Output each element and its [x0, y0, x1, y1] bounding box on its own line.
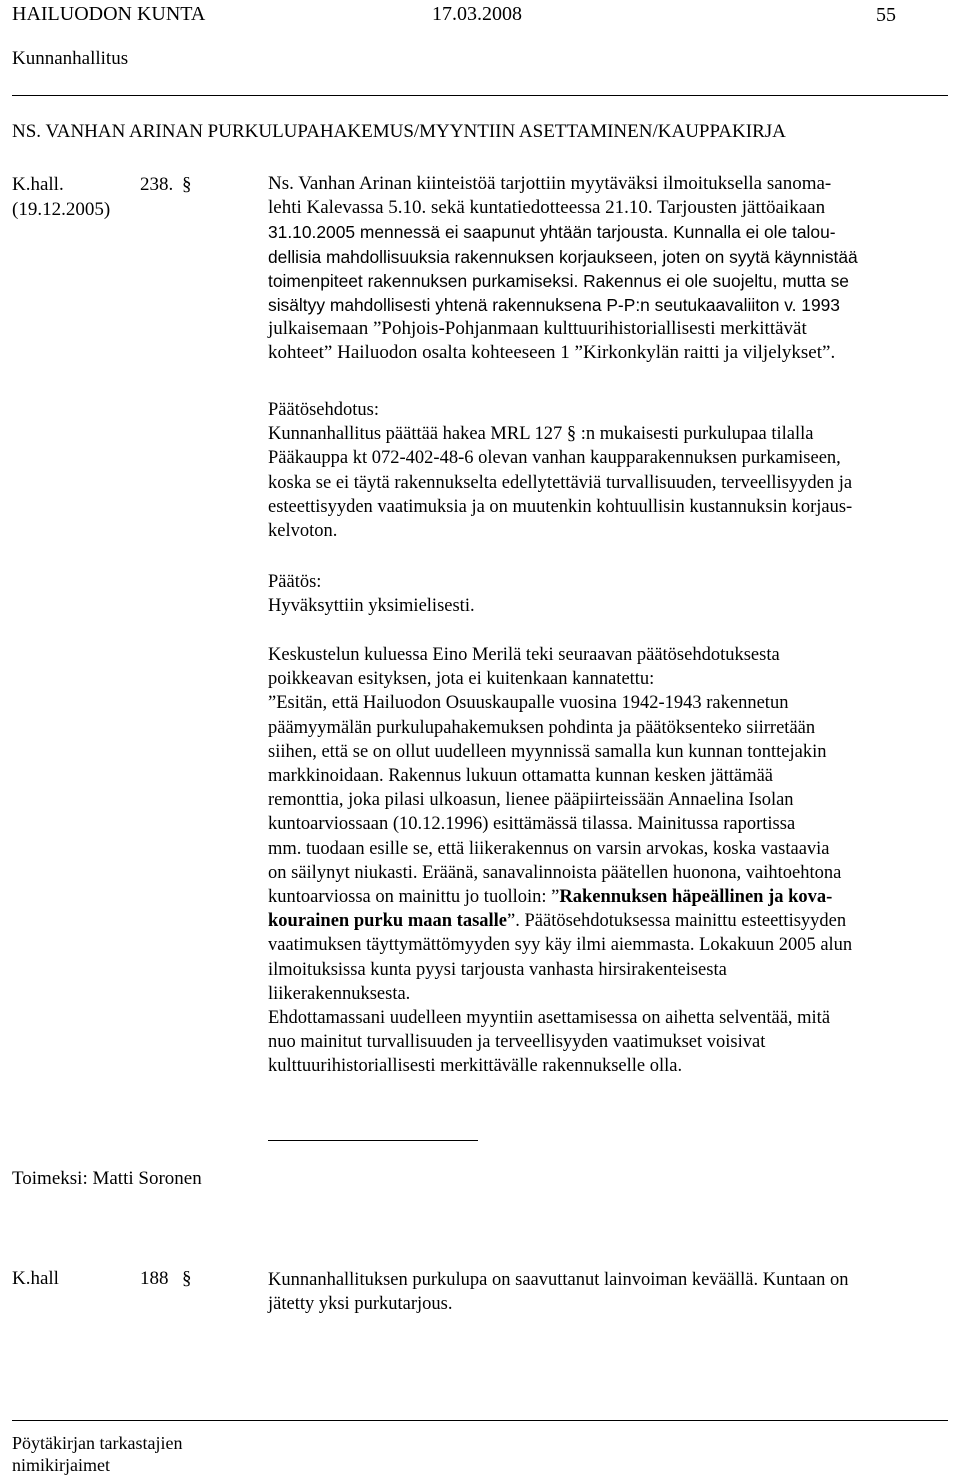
discussion-line: remonttia, joka pilasi ulkoasun, lienee pääpiirteissään Annaelina Isolan	[268, 790, 794, 811]
proposal-label: Päätösehdotus:	[268, 400, 379, 420]
discussion-plain-text: ”. Päätösehdotuksessa mainittu esteettisyyden	[507, 911, 847, 932]
discussion-line: kulttuurihistoriallisesti merkittävälle rakennukselle olla.	[268, 1056, 683, 1077]
discussion-line: liikerakennuksesta.	[268, 983, 411, 1004]
discussion-line: Keskustelun kuluessa Eino Merilä teki seuraavan päätösehdotuksesta	[268, 645, 780, 665]
intro-paragraph	[268, 172, 858, 366]
section-separator	[268, 1140, 478, 1141]
ref-label: K.hall.	[12, 174, 64, 195]
discussion-line: siihen, että se on ollut uudelleen myynnissä samalla kun kunnan tonttejakin	[268, 741, 827, 762]
quoted-bold-text: Rakennuksen häpeällinen ja kova-	[559, 887, 833, 908]
discussion-line: ilmoituksissa kunta pyysi tarjousta vanhasta hirsirakenteisesta	[268, 959, 727, 980]
followup-ref-section-symbol: §	[182, 1268, 192, 1289]
discussion-line: poikkeavan esityksen, jota ei kuitenkaan kannatettu:	[268, 669, 655, 690]
footer-label-line: nimikirjaimet	[12, 1455, 110, 1475]
quoted-bold-text: kourainen purku maan tasalle	[268, 911, 508, 932]
intro-line: lehti Kalevassa 5.10. sekä kuntatiedotteessa 21.10. Tarjousten jättöaikaan	[268, 197, 826, 219]
ref-section-symbol: §	[182, 174, 192, 195]
discussion-line: ”Esitän, että Hailuodon Osuuskaupalle vuosina 1942-1943 rakennetun	[268, 693, 789, 714]
decision-label: Päätös:	[268, 572, 322, 592]
body-name: Kunnanhallitus	[12, 48, 129, 69]
discussion-line: mm. tuodaan esille se, että liikerakennus on varsin arvokas, koska vastaavia	[268, 838, 830, 859]
intro-line: kohteet” Hailuodon osalta kohteeseen 1 ”Kirkonkylän raitti ja viljelykset”.	[268, 342, 836, 364]
header-divider	[12, 95, 948, 96]
ref-date: (19.12.2005)	[12, 199, 111, 220]
proposal-line: Pääkauppa kt 072-402-48-6 olevan vanhan kaupparakennuksen purkamiseen,	[268, 448, 841, 469]
intro-line: toimenpiteet rakennuksen purkamiseksi. Rakennus ei ole suojeltu, mutta se	[268, 270, 849, 291]
intro-line: 31.10.2005 mennessä ei saapunut yhtään tarjousta. Kunnalla ei ole talou-	[268, 222, 836, 243]
ref-number: 238.	[140, 174, 174, 195]
discussion-line: on säilynyt niukasti. Eräänä, sanavalinnoista päätellen huonona, vaihtoehtona	[268, 862, 842, 883]
followup-ref-label: K.hall	[12, 1268, 59, 1289]
footer-label-line: Pöytäkirjan tarkastajien	[12, 1433, 183, 1453]
item-title: NS. VANHAN ARINAN PURKULUPAHAKEMUS/MYYNTIIN ASETTAMINEN/KAUPPAKIRJA	[12, 121, 786, 142]
decision-text: Hyväksyttiin yksimielisesti.	[268, 596, 475, 617]
footer-divider	[12, 1420, 948, 1421]
followup-ref-number: 188	[140, 1268, 169, 1289]
executor: Toimeksi: Matti Soronen	[12, 1168, 202, 1189]
discussion-line-bold-part	[268, 885, 852, 909]
decision-section	[268, 570, 475, 618]
intro-line: julkaisemaan ”Pohjois-Pohjanmaan kulttuurihistoriallisesti merkittävät	[268, 318, 807, 340]
intro-line: Ns. Vanhan Arinan kiinteistöä tarjottiin myytäväksi ilmoituksella sanoma-	[268, 173, 832, 194]
proposal-line: koska se ei täytä rakennukselta edellytettäviä turvallisuuden, terveellisyyden ja	[268, 472, 853, 493]
intro-line: sisältyy mahdollisesti yhtenä rakennuksena P-P:n seutukaavaliiton v. 1993	[268, 295, 840, 316]
page-number: 55	[876, 4, 896, 26]
intro-line: dellisia mahdollisuuksia rakennuksen korjaukseen, joten on syytä käynnistää	[268, 246, 858, 267]
discussion-line: markkinoidaan. Rakennus lukuun ottamatta kunnan kesken jättämää	[268, 766, 774, 787]
discussion-line: kuntoarviossaan (10.12.1996) esittämässä tilassa. Mainitussa raportissa	[268, 814, 796, 835]
proposal-section	[268, 398, 852, 543]
discussion-section	[268, 643, 852, 1079]
discussion-line: päämyymälän purkulupahakemuksen pohdinta ja päätöksenteko siirretään	[268, 717, 816, 738]
proposal-line: esteettisyyden vaatimuksia ja on muutenkin kohtuullisin kustannuksin korjaus-	[268, 496, 853, 517]
followup-text	[268, 1268, 849, 1316]
discussion-line: nuo mainitut turvallisuuden ja terveellisyyden vaatimukset voisivat	[268, 1032, 766, 1053]
discussion-line-bold-part	[268, 909, 852, 933]
municipality-name: HAILUODON KUNTA	[12, 3, 206, 25]
proposal-line: Kunnanhallitus päättää hakea MRL 127 § :n mukaisesti purkulupaa tilalla	[268, 424, 814, 445]
meeting-date: 17.03.2008	[432, 3, 522, 25]
discussion-line: Ehdottamassani uudelleen myyntiin asettamisessa on aihetta selventää, mitä	[268, 1008, 831, 1029]
discussion-line: vaatimuksen täyttymättömyyden syy käy ilmi aiemmasta. Lokakuun 2005 alun	[268, 935, 853, 956]
followup-line: jätetty yksi purkutarjous.	[268, 1294, 453, 1315]
discussion-plain-text: kuntoarviossa on mainittu jo tuolloin: ”	[268, 887, 560, 908]
followup-line: Kunnanhallituksen purkulupa on saavuttanut lainvoiman keväällä. Kuntaan on	[268, 1270, 849, 1290]
footer-signature-box	[12, 1432, 182, 1476]
proposal-line: kelvoton.	[268, 521, 338, 542]
